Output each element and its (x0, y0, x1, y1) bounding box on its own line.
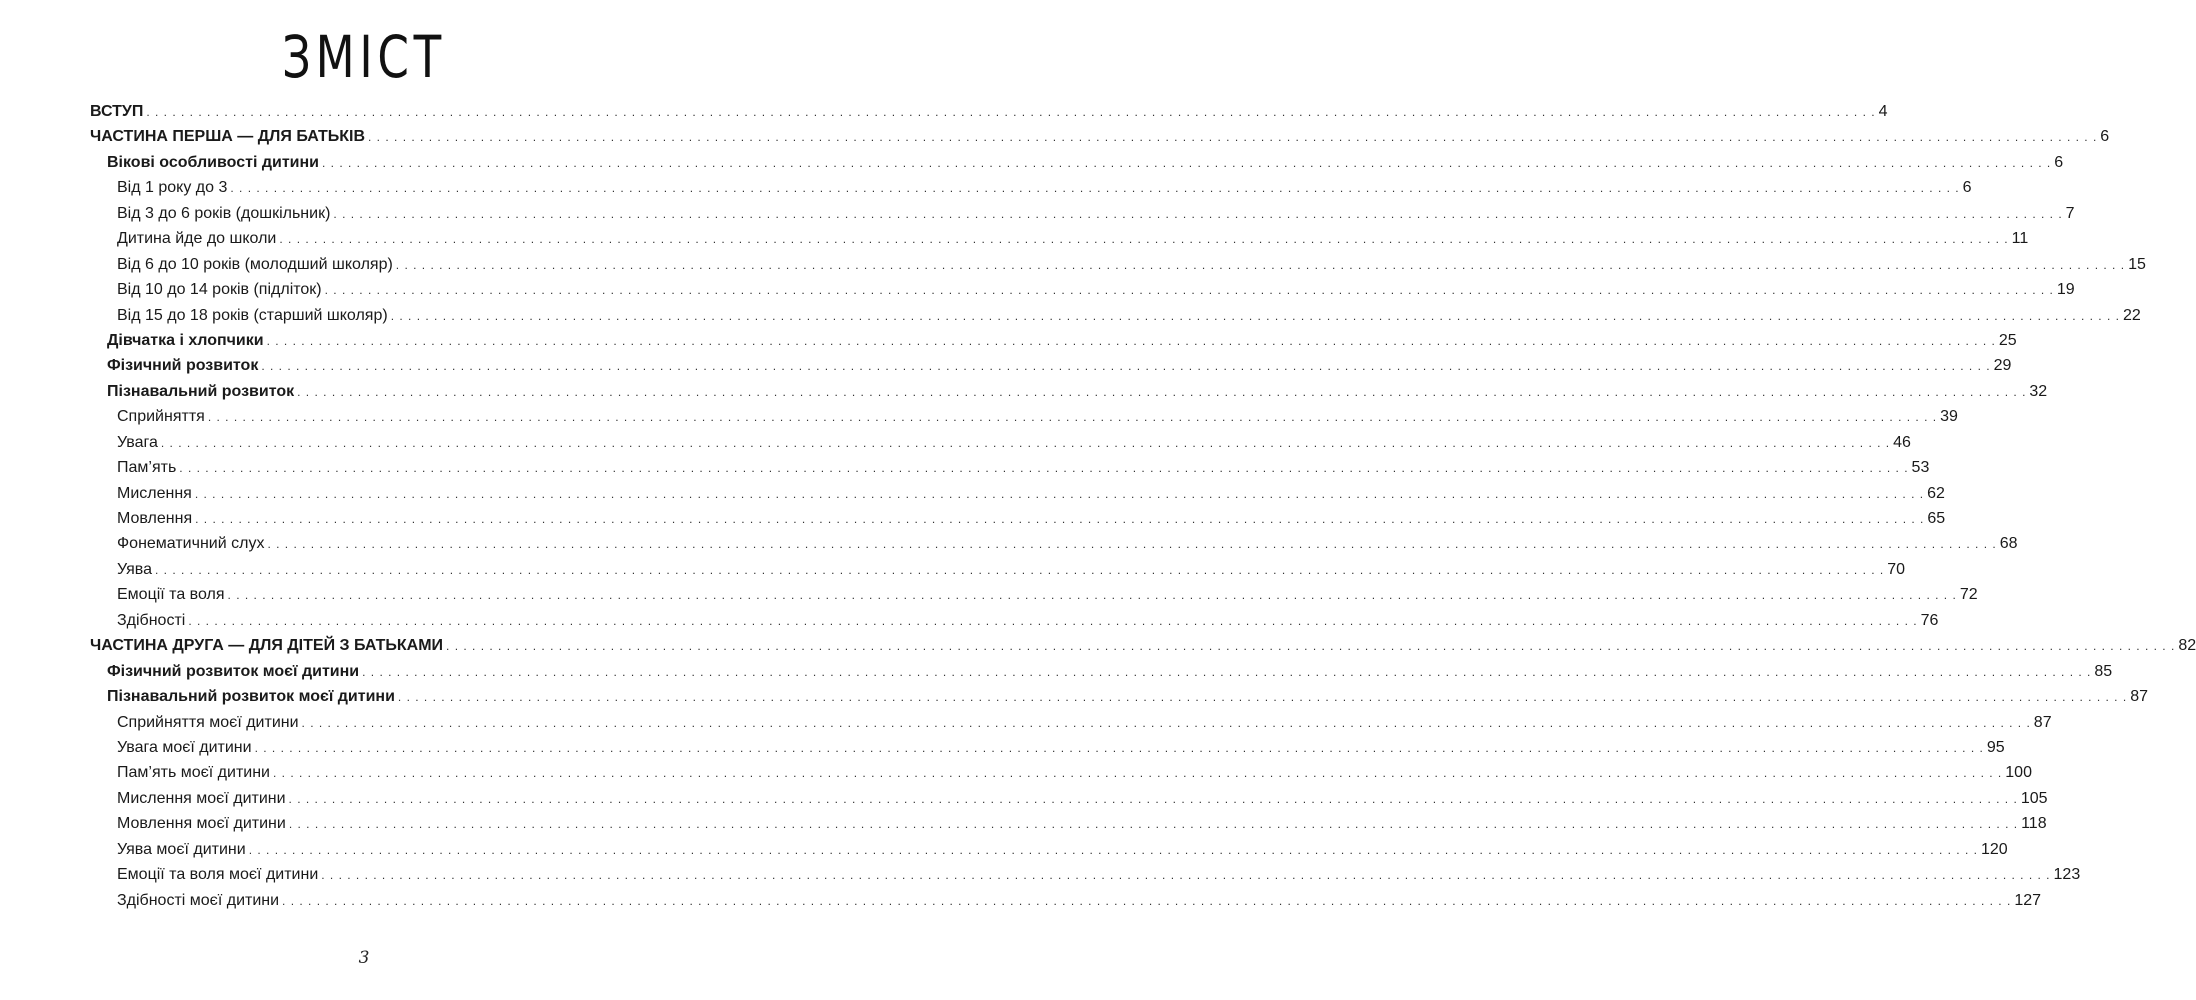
toc-entry-page: 87 (2033, 713, 2052, 731)
toc-entry (90, 404, 1958, 429)
toc-entry-title: Від 15 до 18 років (старший школяр) (117, 306, 388, 324)
toc-entry-page: 53 (1911, 459, 1930, 477)
toc-entry (90, 633, 2196, 658)
dot-leader: . . . . . . . . . . . . . . . . . . . . . . . . . . . . . . . . . . . . . . . . . . . . . . . . . . . . . . . . . . . . . . . . . . . . . . . . . . . . . . . . . . . . . . . . . . . . . . . . . . . . . . . . . . . . . . . . . . . . . . . . . . . . . . . . . . . . . . . . . . . . . . . . . . . . . . . . . . . . . . . . . . . . . . . . . . . . . . . . . . . . . . . . . . . . . . . . . . . . . . . . (188, 613, 1918, 628)
toc-entry (90, 862, 2081, 887)
toc-entry-page: 85 (2094, 662, 2113, 680)
toc-entry (90, 557, 1906, 582)
toc-entry-title: Від 1 року до 3 (117, 179, 228, 197)
toc-entry (90, 252, 2146, 277)
dot-leader: . . . . . . . . . . . . . . . . . . . . . . . . . . . . . . . . . . . . . . . . . . . . . . . . . . . . . . . . . . . . . . . . . . . . . . . . . . . . . . . . . . . . . . . . . . . . . . . . . . . . . . . . . . . . . . . . . . . . . . . . . . . . . . . . . . . . . . . . . . . . . . . . . . . . . . . . . . . . . . . . . . . . . . . . . . . . . . . . . . . . . . . . . . . . . . . . . . . . . . . . (324, 283, 2054, 298)
toc-entry-page: 65 (1927, 510, 1946, 527)
dot-leader: . . . . . . . . . . . . . . . . . . . . . . . . . . . . . . . . . . . . . . . . . . . . . . . . . . . . . . . . . . . . . . . . . . . . . . . . . . . . . . . . . . . . . . . . . . . . . . . . . . . . . . . . . . . . . . . . . . . . . . . . . . . . . . . . . . . . . . . . . . . . . . . . . . . . . . . . . . . . . . . . . . . . . . . . . . . . . . . . . . . . . . . . . . . . . . . . . . . . . . . . (266, 333, 1996, 348)
dot-leader: . . . . . . . . . . . . . . . . . . . . . . . . . . . . . . . . . . . . . . . . . . . . . . . . . . . . . . . . . . . . . . . . . . . . . . . . . . . . . . . . . . . . . . . . . . . . . . . . . . . . . . . . . . . . . . . . . . . . . . . . . . . . . . . . . . . . . . . . . . . . . . . . . . . . . . . . . . . . . . . . . . . . . . . . . . . . . . . . . . . . . . . . . . . . . . . . . . . . . . . . (248, 842, 1978, 857)
toc-entry-page: 29 (1993, 357, 2012, 375)
dot-leader: . . . . . . . . . . . . . . . . . . . . . . . . . . . . . . . . . . . . . . . . . . . . . . . . . . . . . . . . . . . . . . . . . . . . . . . . . . . . . . . . . . . . . . . . . . . . . . . . . . . . . . . . . . . . . . . . . . . . . . . . . . . . . . . . . . . . . . . . . . . . . . . . . . . . . . . . . . . . . . . . . . . . . . . . . . . . . . . . . . . . . . . . . . . . . . . . . . . . . . . . (195, 512, 1925, 526)
toc-entry (90, 786, 2048, 811)
toc-entry-title: Сприйняття моєї дитини (117, 713, 299, 731)
toc-entry (90, 328, 2017, 353)
toc-entry-page: 123 (2053, 866, 2081, 884)
toc-entry (90, 659, 2113, 684)
toc-entry (90, 303, 2141, 328)
toc-entry-title: Сприйняття (117, 408, 205, 426)
toc-entry (90, 608, 1939, 633)
toc-entry-title: Увага (117, 433, 158, 451)
dot-leader: . . . . . . . . . . . . . . . . . . . . . . . . . . . . . . . . . . . . . . . . . . . . . . . . . . . . . . . . . . . . . . . . . . . . . . . . . . . . . . . . . . . . . . . . . . . . . . . . . . . . . . . . . . . . . . . . . . . . . . . . . . . . . . . . . . . . . . . . . . . . . . . . . . . . . . . . . . . . . . . . . . . . . . . . . . . . . . . . . . . . . . . . . . . . . . . . . . . . . . . . (288, 817, 2019, 832)
toc-entry-page: 15 (2128, 255, 2146, 273)
toc-entry-page: 68 (1999, 535, 2018, 553)
dot-leader: . . . . . . . . . . . . . . . . . . . . . . . . . . . . . . . . . . . . . . . . . . . . . . . . . . . . . . . . . . . . . . . . . . . . . . . . . . . . . . . . . . . . . . . . . . . . . . . . . . . . . . . . . . . . . . . . . . . . . . . . . . . . . . . . . . . . . . . . . . . . . . . . . . . . . . . . . . . . . . . . . . . . . . . . . . . . . . . . . . . . . . . . . . . . . . . . . . . . . . . . (254, 740, 1984, 755)
toc-entry-title: Фізичний розвиток моєї дитини (107, 662, 360, 680)
toc-entry-title: Мовлення (117, 510, 193, 527)
toc-entry (90, 811, 2047, 836)
toc-entry (90, 150, 2064, 175)
toc-entry-title: Уява (117, 560, 152, 578)
toc-entry-page: 62 (1927, 484, 1945, 502)
table-of-contents (90, 99, 2196, 913)
toc-entry-title: Здібності (117, 611, 186, 629)
dot-leader: . . . . . . . . . . . . . . . . . . . . . . . . . . . . . . . . . . . . . . . . . . . . . . . . . . . . . . . . . . . . . . . . . . . . . . . . . . . . . . . . . . . . . . . . . . . . . . . . . . . . . . . . . . . . . . . . . . . . . . . . . . . . . . . . . . . . . . . . . . . . . . . . . . . . . . . . . . . . . . . . . . . . . . . . . . . . . . . . . . . . . . . . . . . . . . . . . . . . . . . . (446, 639, 2176, 654)
dot-leader: . . . . . . . . . . . . . . . . . . . . . . . . . . . . . . . . . . . . . . . . . . . . . . . . . . . . . . . . . . . . . . . . . . . . . . . . . . . . . . . . . . . . . . . . . . . . . . . . . . . . . . . . . . . . . . . . . . . . . . . . . . . . . . . . . . . . . . . . . . . . . . . . . . . . . . . . . . . . . . . . . . . . . . . . . . . . . . . . . . . . . . . . . . . . . . . . . . . . . . . . (301, 715, 2031, 730)
dot-leader: . . . . . . . . . . . . . . . . . . . . . . . . . . . . . . . . . . . . . . . . . . . . . . . . . . . . . . . . . . . . . . . . . . . . . . . . . . . . . . . . . . . . . . . . . . . . . . . . . . . . . . . . . . . . . . . . . . . . . . . . . . . . . . . . . . . . . . . . . . . . . . . . . . . . . . . . . . . . . . . . . . . . . . . . . . . . . . . . . . . . . . . . . . . . . . . . . . . . . . . . (261, 359, 1991, 374)
toc-entry (90, 379, 2048, 404)
toc-entry (90, 582, 1978, 607)
toc-entry-page: 127 (2014, 891, 2042, 909)
toc-entry (90, 760, 2032, 785)
dot-leader: . . . . . . . . . . . . . . . . . . . . . . . . . . . . . . . . . . . . . . . . . . . . . . . . . . . . . . . . . . . . . . . . . . . . . . . . . . . . . . . . . . . . . . . . . . . . . . . . . . . . . . . . . . . . . . . . . . . . . . . . . . . . . . . . . . . . . . . . . . . . . . . . . . . . . . . . . . . . . . . . . . . . . . . . . . . . . . . . . . . . . . . . . . . . . . . . . . . . . . . . (230, 181, 1960, 196)
dot-leader: . . . . . . . . . . . . . . . . . . . . . . . . . . . . . . . . . . . . . . . . . . . . . . . . . . . . . . . . . . . . . . . . . . . . . . . . . . . . . . . . . . . . . . . . . . . . . . . . . . . . . . . . . . . . . . . . . . . . . . . . . . . . . . . . . . . . . . . . . . . . . . . . . . . . . . . . . . . . . . . . . . . . . . . . . . . . . . . . . . . . . . . . . . . . . . . . . . . . . . . . (160, 435, 1891, 450)
toc-entry-page: 105 (2020, 789, 2048, 807)
toc-entry-title: Пам’ять (117, 459, 177, 477)
toc-entry-title: ЧАСТИНА ПЕРША — ДЛЯ БАТЬКІВ (90, 128, 366, 146)
toc-entry-title: Увага моєї дитини (117, 738, 252, 756)
toc-entry (90, 201, 2075, 226)
toc-entry (90, 455, 1930, 480)
dot-leader: . . . . . . . . . . . . . . . . . . . . . . . . . . . . . . . . . . . . . . . . . . . . . . . . . . . . . . . . . . . . . . . . . . . . . . . . . . . . . . . . . . . . . . . . . . . . . . . . . . . . . . . . . . . . . . . . . . . . . . . . . . . . . . . . . . . . . . . . . . . . . . . . . . . . . . . . . . . . . . . . . . . . . . . . . . . . . . . . . . . . . . . . . . . . . . . . . . . . . . . . (273, 766, 2003, 781)
dot-leader: . . . . . . . . . . . . . . . . . . . . . . . . . . . . . . . . . . . . . . . . . . . . . . . . . . . . . . . . . . . . . . . . . . . . . . . . . . . . . . . . . . . . . . . . . . . . . . . . . . . . . . . . . . . . . . . . . . . . . . . . . . . . . . . . . . . . . . . . . . . . . . . . . . . . . . . . . . . . . . . . . . . . . . . . . . . . . . . . . . . . . . . . . . . . . . . . . . . . . . . . (154, 562, 1885, 577)
toc-entry-title: Здібності моєї дитини (117, 891, 280, 909)
toc-entry-title: Вікові особливості дитини (107, 153, 319, 171)
dot-leader: . . . . . . . . . . . . . . . . . . . . . . . . . . . . . . . . . . . . . . . . . . . . . . . . . . . . . . . . . . . . . . . . . . . . . . . . . . . . . . . . . . . . . . . . . . . . . . . . . . . . . . . . . . . . . . . . . . . . . . . . . . . . . . . . . . . . . . . . . . . . . . . . . . . . . . . . . . . . . . . . . . . . . . . . . . . . . . . . . . . . . . . . . . . . . . . . . . . . . . . . (368, 130, 2098, 145)
toc-entry-title: Мислення (117, 484, 192, 502)
toc-entry-page: 100 (2005, 764, 2032, 782)
toc-entry-title: Від 6 до 10 років (молодший школяр) (117, 255, 393, 273)
toc-entry-page: 22 (2122, 306, 2141, 324)
toc-entry (90, 353, 2012, 378)
toc-entry-page: 6 (2054, 153, 2064, 171)
dot-leader: . . . . . . . . . . . . . . . . . . . . . . . . . . . . . . . . . . . . . . . . . . . . . . . . . . . . . . . . . . . . . . . . . . . . . . . . . . . . . . . . . . . . . . . . . . . . . . . . . . . . . . . . . . . . . . . . . . . . . . . . . . . . . . . . . . . . . . . . . . . . . . . . . . . . . . . . . . . . . . . . . . . . . . . . . . . . . . . . . . . . . . . . . . . . . . . . . . . . . . . . (194, 486, 1925, 501)
dot-leader: . . . . . . . . . . . . . . . . . . . . . . . . . . . . . . . . . . . . . . . . . . . . . . . . . . . . . . . . . . . . . . . . . . . . . . . . . . . . . . . . . . . . . . . . . . . . . . . . . . . . . . . . . . . . . . . . . . . . . . . . . . . . . . . . . . . . . . . . . . . . . . . . . . . . . . . . . . . . . . . . . . . . . . . . . . . . . . . . . . . . . . . . . . . . . . . . . . . . . . . . (227, 588, 1957, 603)
toc-entry-page: 25 (1998, 331, 2017, 349)
dot-leader: . . . . . . . . . . . . . . . . . . . . . . . . . . . . . . . . . . . . . . . . . . . . . . . . . . . . . . . . . . . . . . . . . . . . . . . . . . . . . . . . . . . . . . . . . . . . . . . . . . . . . . . . . . . . . . . . . . . . . . . . . . . . . . . . . . . . . . . . . . . . . . . . . . . . . . . . . . . . . . . . . . . . . . . . . . . . . . . . . . . . . . . . . . . . . . . . . . . . . . . . (362, 664, 2092, 679)
page-title: ЗМІСТ (281, 23, 446, 91)
toc-entry-page: 11 (2011, 230, 2029, 248)
toc-entry-title: Фізичний розвиток (107, 357, 259, 375)
toc-entry (90, 277, 2075, 302)
toc-entry-page: 118 (2021, 815, 2047, 833)
dot-leader: . . . . . . . . . . . . . . . . . . . . . . . . . . . . . . . . . . . . . . . . . . . . . . . . . . . . . . . . . . . . . . . . . . . . . . . . . . . . . . . . . . . . . . . . . . . . . . . . . . . . . . . . . . . . . . . . . . . . . . . . . . . . . . . . . . . . . . . . . . . . . . . . . . . . . . . . . . . . . . . . . . . . . . . . . . . . . . . . . . . . . . . . . . . . . . . . . . . . . . . . (397, 690, 2128, 705)
toc-entry (90, 888, 2042, 913)
toc-entry-page: 32 (2029, 382, 2048, 400)
toc-entry-title: Від 3 до 6 років (дошкільник) (117, 204, 331, 222)
toc-entry-title: ЧАСТИНА ДРУГА — ДЛЯ ДІТЕЙ З БАТЬКАМИ (90, 637, 444, 655)
toc-entry-title: Фонематичний слух (117, 535, 265, 553)
toc-entry (90, 124, 2110, 149)
dot-leader: . . . . . . . . . . . . . . . . . . . . . . . . . . . . . . . . . . . . . . . . . . . . . . . . . . . . . . . . . . . . . . . . . . . . . . . . . . . . . . . . . . . . . . . . . . . . . . . . . . . . . . . . . . . . . . . . . . . . . . . . . . . . . . . . . . . . . . . . . . . . . . . . . . . . . . . . . . . . . . . . . . . . . . . . . . . . . . . . . . . . . . . . . . . . . . . . . . . . . . . . (279, 232, 2009, 247)
toc-entry-page: 7 (2065, 204, 2075, 222)
toc-entry-page: 95 (1986, 738, 2005, 756)
dot-leader: . . . . . . . . . . . . . . . . . . . . . . . . . . . . . . . . . . . . . . . . . . . . . . . . . . . . . . . . . . . . . . . . . . . . . . . . . . . . . . . . . . . . . . . . . . . . . . . . . . . . . . . . . . . . . . . . . . . . . . . . . . . . . . . . . . . . . . . . . . . . . . . . . . . . . . . . . . . . . . . . . . . . . . . . . . . . . . . . . . . . . . . . . . . . . . . . . . . . . . . . (390, 308, 2120, 323)
toc-entry-page: 6 (2100, 128, 2110, 146)
toc-entry (90, 684, 2148, 709)
dot-leader: . . . . . . . . . . . . . . . . . . . . . . . . . . . . . . . . . . . . . . . . . . . . . . . . . . . . . . . . . . . . . . . . . . . . . . . . . . . . . . . . . . . . . . . . . . . . . . . . . . . . . . . . . . . . . . . . . . . . . . . . . . . . . . . . . . . . . . . . . . . . . . . . . . . . . . . . . . . . . . . . . . . . . . . . . . . . . . . . . . . . . . . . . . . . . . . . . . . . . . . . (288, 791, 2018, 806)
dot-leader: . . . . . . . . . . . . . . . . . . . . . . . . . . . . . . . . . . . . . . . . . . . . . . . . . . . . . . . . . . . . . . . . . . . . . . . . . . . . . . . . . . . . . . . . . . . . . . . . . . . . . . . . . . . . . . . . . . . . . . . . . . . . . . . . . . . . . . . . . . . . . . . . . . . . . . . . . . . . . . . . . . . . . . . . . . . . . . . . . . . . . . . . . . . . . . . . . . . . . . . . (207, 410, 1938, 425)
toc-entry (90, 430, 1911, 455)
toc-entry-title: Емоції та воля моєї дитини (117, 866, 319, 884)
toc-entry (90, 99, 1888, 124)
dot-leader: . . . . . . . . . . . . . . . . . . . . . . . . . . . . . . . . . . . . . . . . . . . . . . . . . . . . . . . . . . . . . . . . . . . . . . . . . . . . . . . . . . . . . . . . . . . . . . . . . . . . . . . . . . . . . . . . . . . . . . . . . . . . . . . . . . . . . . . . . . . . . . . . . . . . . . . . . . . . . . . . . . . . . . . . . . . . . . . . . . . . . . . . . . . . . . . . . . . . . . . . (179, 461, 1909, 476)
toc-entry-title: ВСТУП (90, 103, 144, 120)
toc-entry-page: 4 (1878, 103, 1888, 120)
toc-entry (90, 506, 1946, 531)
toc-entry-page: 46 (1893, 433, 1911, 451)
toc-entry-title: Емоції та воля (117, 586, 225, 604)
toc-entry-title: Пам’ять моєї дитини (117, 764, 270, 782)
toc-entry-title: Від 10 до 14 років (підліток) (117, 281, 322, 299)
toc-entry-title: Мовлення моєї дитини (117, 815, 286, 833)
toc-entry (90, 481, 1945, 506)
toc-entry-title: Пізнавальний розвиток (107, 382, 295, 400)
page-number: 3 (358, 948, 370, 968)
toc-entry (90, 226, 2029, 251)
toc-entry-page: 87 (2130, 688, 2148, 706)
toc-entry-page: 70 (1887, 560, 1906, 578)
toc-entry-title: Мислення моєї дитини (117, 789, 286, 807)
dot-leader: . . . . . . . . . . . . . . . . . . . . . . . . . . . . . . . . . . . . . . . . . . . . . . . . . . . . . . . . . . . . . . . . . . . . . . . . . . . . . . . . . . . . . . . . . . . . . . . . . . . . . . . . . . . . . . . . . . . . . . . . . . . . . . . . . . . . . . . . . . . . . . . . . . . . . . . . . . . . . . . . . . . . . . . . . . . . . . . . . . . . . . . . . . . . . . . . . . . . . . . . (267, 537, 1997, 552)
toc-entry-title: Уява моєї дитини (117, 840, 246, 858)
toc-entry (90, 175, 1972, 200)
dot-leader: . . . . . . . . . . . . . . . . . . . . . . . . . . . . . . . . . . . . . . . . . . . . . . . . . . . . . . . . . . . . . . . . . . . . . . . . . . . . . . . . . . . . . . . . . . . . . . . . . . . . . . . . . . . . . . . . . . . . . . . . . . . . . . . . . . . . . . . . . . . . . . . . . . . . . . . . . . . . . . . . . . . . . . . . . . . . . . . . . . . . . . . . . . . . . . . . . . . . . . . . (146, 105, 1876, 119)
toc-entry-page: 39 (1940, 408, 1958, 426)
toc-entry-page: 72 (1959, 586, 1978, 604)
dot-leader: . . . . . . . . . . . . . . . . . . . . . . . . . . . . . . . . . . . . . . . . . . . . . . . . . . . . . . . . . . . . . . . . . . . . . . . . . . . . . . . . . . . . . . . . . . . . . . . . . . . . . . . . . . . . . . . . . . . . . . . . . . . . . . . . . . . . . . . . . . . . . . . . . . . . . . . . . . . . . . . . . . . . . . . . . . . . . . . . . . . . . . . . . . . . . . . . . . . . . . . . (322, 155, 2052, 170)
dot-leader: . . . . . . . . . . . . . . . . . . . . . . . . . . . . . . . . . . . . . . . . . . . . . . . . . . . . . . . . . . . . . . . . . . . . . . . . . . . . . . . . . . . . . . . . . . . . . . . . . . . . . . . . . . . . . . . . . . . . . . . . . . . . . . . . . . . . . . . . . . . . . . . . . . . . . . . . . . . . . . . . . . . . . . . . . . . . . . . . . . . . . . . . . . . . . . . . . . . . . . . . (395, 257, 2126, 272)
toc-entry (90, 710, 2052, 735)
toc-entry-page: 82 (2178, 637, 2196, 655)
toc-entry (90, 531, 2018, 556)
toc-entry (90, 837, 2008, 862)
dot-leader: . . . . . . . . . . . . . . . . . . . . . . . . . . . . . . . . . . . . . . . . . . . . . . . . . . . . . . . . . . . . . . . . . . . . . . . . . . . . . . . . . . . . . . . . . . . . . . . . . . . . . . . . . . . . . . . . . . . . . . . . . . . . . . . . . . . . . . . . . . . . . . . . . . . . . . . . . . . . . . . . . . . . . . . . . . . . . . . . . . . . . . . . . . . . . . . . . . . . . . . . (321, 868, 2051, 883)
toc-entry-page: 6 (1962, 179, 1972, 197)
toc-entry (90, 735, 2005, 760)
dot-leader: . . . . . . . . . . . . . . . . . . . . . . . . . . . . . . . . . . . . . . . . . . . . . . . . . . . . . . . . . . . . . . . . . . . . . . . . . . . . . . . . . . . . . . . . . . . . . . . . . . . . . . . . . . . . . . . . . . . . . . . . . . . . . . . . . . . . . . . . . . . . . . . . . . . . . . . . . . . . . . . . . . . . . . . . . . . . . . . . . . . . . . . . . . . . . . . . . . . . . . . . (297, 384, 2027, 399)
toc-entry-page: 19 (2056, 281, 2075, 299)
toc-entry-page: 120 (1980, 840, 2008, 858)
toc-entry-page: 76 (1920, 611, 1939, 629)
toc-entry-title: Дитина йде до школи (117, 230, 277, 248)
dot-leader: . . . . . . . . . . . . . . . . . . . . . . . . . . . . . . . . . . . . . . . . . . . . . . . . . . . . . . . . . . . . . . . . . . . . . . . . . . . . . . . . . . . . . . . . . . . . . . . . . . . . . . . . . . . . . . . . . . . . . . . . . . . . . . . . . . . . . . . . . . . . . . . . . . . . . . . . . . . . . . . . . . . . . . . . . . . . . . . . . . . . . . . . . . . . . . . . . . . . . . . . (333, 206, 2063, 221)
toc-entry-title: Дівчатка і хлопчики (107, 331, 264, 349)
toc-entry-title: Пізнавальний розвиток моєї дитини (107, 688, 395, 706)
dot-leader: . . . . . . . . . . . . . . . . . . . . . . . . . . . . . . . . . . . . . . . . . . . . . . . . . . . . . . . . . . . . . . . . . . . . . . . . . . . . . . . . . . . . . . . . . . . . . . . . . . . . . . . . . . . . . . . . . . . . . . . . . . . . . . . . . . . . . . . . . . . . . . . . . . . . . . . . . . . . . . . . . . . . . . . . . . . . . . . . . . . . . . . . . . . . . . . . . . . . . . . . (282, 893, 2012, 908)
